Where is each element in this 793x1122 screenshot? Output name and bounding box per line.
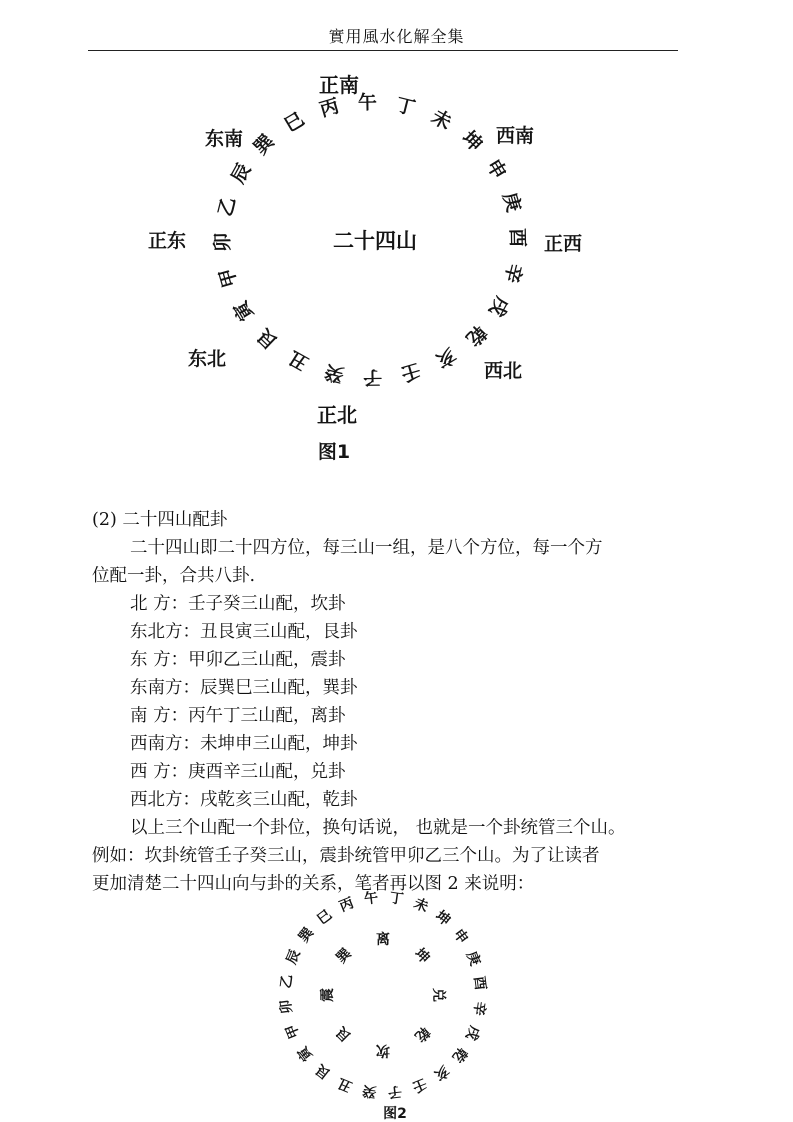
mountain-label: 巽 (249, 130, 279, 160)
outer-mountain-label: 午 (363, 889, 380, 908)
inner-trigram-label: 坎 (376, 1042, 390, 1058)
inner-trigram-label: 艮 (333, 1023, 355, 1045)
direction-northeast: 东北 (187, 348, 227, 370)
inner-trigram-label: 兑 (430, 988, 446, 1002)
mountain-label: 申 (481, 155, 511, 184)
mountain-label: 巳 (280, 108, 309, 137)
page-header: 實用風水化解全集 (328, 27, 465, 46)
mountain-label: 未 (427, 105, 456, 135)
figure-2-outer-ring (277, 889, 489, 1101)
outer-mountain-label: 巳 (314, 906, 336, 929)
outer-mountain-label: 辛 (470, 1000, 488, 1017)
mountain-label: 甲 (215, 265, 242, 290)
section-heading: (2) 二十四山配卦 (92, 510, 228, 530)
inner-trigram-label: 坤 (411, 945, 433, 967)
mountain-label: 乙 (214, 194, 241, 219)
inner-trigram-label: 震 (320, 988, 336, 1002)
mountain-label: 艮 (253, 324, 283, 354)
mountain-label: 乾 (461, 320, 491, 350)
mountain-label: 卯 (211, 232, 234, 253)
trigram-list-item: 西 方：庚酉辛三山配，兑卦 (130, 762, 346, 782)
trigram-list-item: 东 方：甲卯乙三山配，震卦 (130, 650, 346, 670)
paragraph-line-3: 更加清楚二十四山向与卦的关系，笔者再以图 2 来说明： (92, 874, 535, 894)
outer-mountain-label: 未 (411, 895, 431, 916)
outer-mountain-label: 酉 (470, 975, 489, 992)
outer-mountain-label: 甲 (283, 1021, 304, 1041)
outer-mountain-label: 亥 (430, 1061, 452, 1084)
trigram-list-item: 东北方：丑艮寅三山配，艮卦 (130, 622, 358, 642)
outer-mountain-label: 卯 (277, 998, 296, 1015)
direction-northwest: 西北 (483, 360, 523, 382)
mountain-label: 亥 (431, 343, 460, 372)
paragraph-line-2: 例如：坎卦统管壬子癸三山，震卦统管甲卯乙三个山。为了让读者 (92, 846, 600, 866)
trigram-list-item: 西南方：未坤申三山配，坤卦 (130, 734, 358, 754)
outer-mountain-label: 坤 (432, 907, 454, 930)
mountain-label: 丁 (393, 93, 418, 120)
outer-mountain-label: 丙 (337, 895, 357, 916)
outer-mountain-label: 艮 (312, 1060, 334, 1082)
figure-1-caption: 图1 (317, 441, 351, 463)
intro-line-1: 二十四山即二十四方位，每三山一组，是八个方位，每一个方 (130, 538, 603, 558)
outer-mountain-label: 寅 (294, 1042, 317, 1064)
mountain-label: 坤 (457, 126, 487, 156)
mountain-label: 癸 (322, 360, 347, 387)
trigram-list-item: 东南方：辰巽巳三山配，巽卦 (130, 678, 358, 698)
direction-south: 正南 (319, 73, 359, 97)
trigram-list-item: 北 方：壬子癸三山配，坎卦 (130, 594, 346, 614)
outer-mountain-label: 丑 (335, 1074, 355, 1095)
inner-trigram-label: 巽 (333, 945, 355, 967)
mountain-label: 戌 (484, 292, 513, 321)
figure-1-center-label: 二十四山 (333, 229, 417, 253)
outer-mountain-label: 乾 (448, 1044, 470, 1066)
inner-trigram-label: 乾 (411, 1023, 433, 1045)
direction-east: 正东 (147, 230, 187, 252)
outer-mountain-label: 庚 (462, 949, 484, 969)
mountain-label: 午 (357, 91, 378, 115)
direction-north: 正北 (317, 403, 357, 427)
outer-mountain-label: 戌 (462, 1023, 483, 1043)
mountain-label: 辛 (499, 261, 526, 286)
outer-mountain-label: 丁 (388, 890, 405, 908)
outer-mountain-label: 申 (449, 926, 472, 948)
mountain-label: 辰 (227, 159, 256, 188)
outer-mountain-label: 子 (386, 1082, 403, 1101)
outer-mountain-label: 辰 (283, 947, 304, 967)
paragraph-line-1: 以上三个山配一个卦位，换句话说， 也就是一个卦统管三个山。 (130, 818, 626, 838)
mountain-label: 酉 (506, 227, 529, 248)
outer-mountain-label: 癸 (361, 1082, 378, 1100)
direction-west: 正西 (543, 233, 583, 255)
direction-southwest: 西南 (495, 125, 535, 147)
direction-southeast: 东南 (204, 128, 244, 150)
mountain-label: 寅 (229, 296, 259, 325)
trigram-list-item: 南 方：丙午丁三山配，离卦 (130, 706, 346, 726)
figure-2-inner-ring (319, 931, 447, 1059)
mountain-label: 丑 (284, 345, 313, 375)
mountain-label: 壬 (398, 358, 423, 386)
mountain-label: 丙 (317, 94, 342, 122)
outer-mountain-label: 乙 (278, 973, 296, 990)
mountain-label: 子 (362, 366, 383, 389)
figure-2-caption: 图2 (383, 1106, 407, 1122)
outer-mountain-label: 壬 (409, 1074, 429, 1096)
inner-trigram-label: 离 (376, 932, 390, 948)
outer-mountain-label: 巽 (295, 924, 318, 946)
mountain-label: 庚 (498, 190, 525, 215)
intro-line-2: 位配一卦，合共八卦. (92, 566, 256, 586)
trigram-list-item: 西北方：戌乾亥三山配，乾卦 (130, 790, 358, 810)
